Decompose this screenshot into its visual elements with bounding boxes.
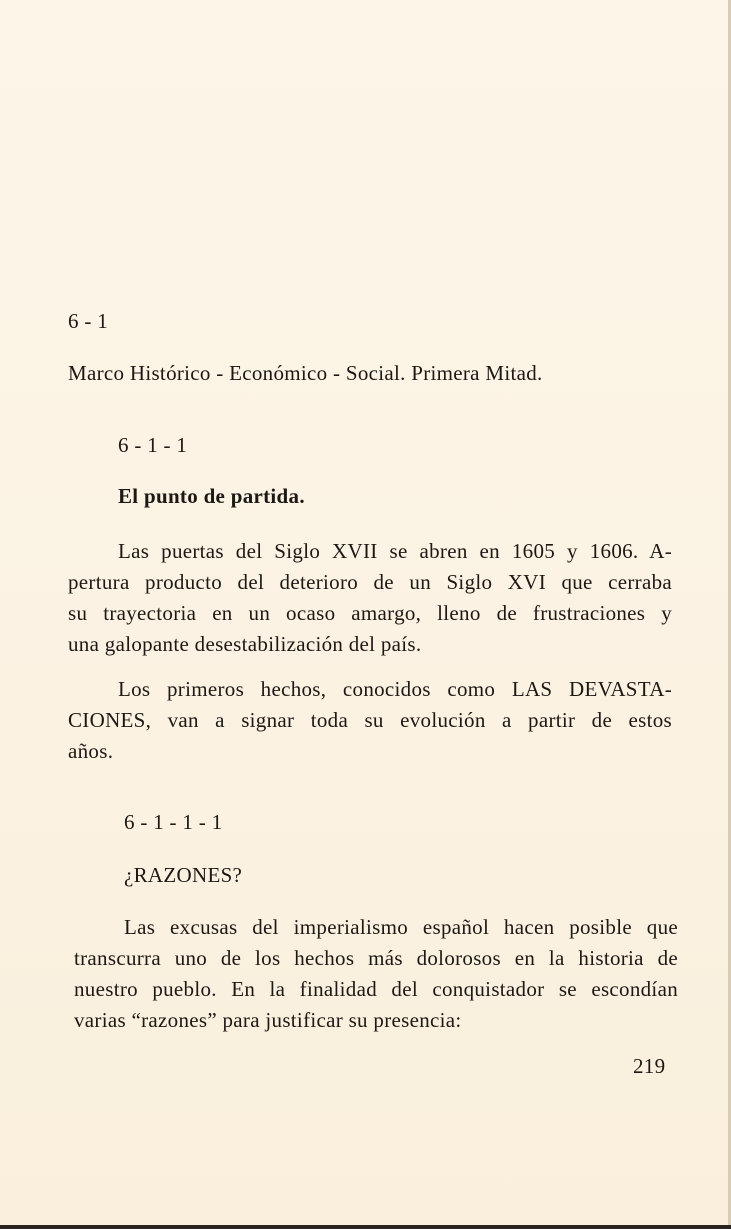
subsection-number: 6 - 1 - 1: [118, 433, 188, 457]
subsubsection-heading: ¿RAZONES?: [124, 863, 243, 887]
paragraph-line: varias “razones” para justificar su presencia:: [74, 1008, 462, 1032]
subsubsection-number: 6 - 1 - 1 - 1: [124, 810, 223, 834]
page-number: 219: [633, 1054, 666, 1078]
paragraph-line: su trayectoria en un ocaso amargo, lleno de frustraciones y: [68, 601, 672, 625]
page-edge: [0, 1225, 731, 1229]
paragraph-line: una galopante desestabilización del país.: [68, 632, 422, 656]
paragraph-line: años.: [68, 739, 114, 763]
section-number: 6 - 1: [68, 309, 108, 333]
paragraph-line: transcurra uno de los hechos más dolorosos en la historia de: [74, 946, 678, 970]
paragraph-line: Los primeros hechos, conocidos como LAS DEVASTA-: [118, 677, 672, 701]
paragraph: [68, 674, 672, 767]
paragraph-line: Las puertas del Siglo XVII se abren en 1605 y 1606. A-: [118, 539, 672, 563]
paragraph: [68, 536, 672, 660]
paragraph-line: Las excusas del imperialismo español hacen posible que: [124, 915, 678, 939]
paragraph-line: CIONES, van a signar toda su evolución a partir de estos: [68, 708, 672, 732]
subsection-heading: El punto de partida.: [118, 484, 305, 508]
paragraph-line: pertura producto del deterioro de un Siglo XVI que cerraba: [68, 570, 672, 594]
paragraph: [74, 912, 678, 1036]
paragraph-line: nuestro pueblo. En la finalidad del conquistador se escondían: [74, 977, 678, 1001]
section-heading: Marco Histórico - Económico - Social. Primera Mitad.: [68, 361, 543, 385]
